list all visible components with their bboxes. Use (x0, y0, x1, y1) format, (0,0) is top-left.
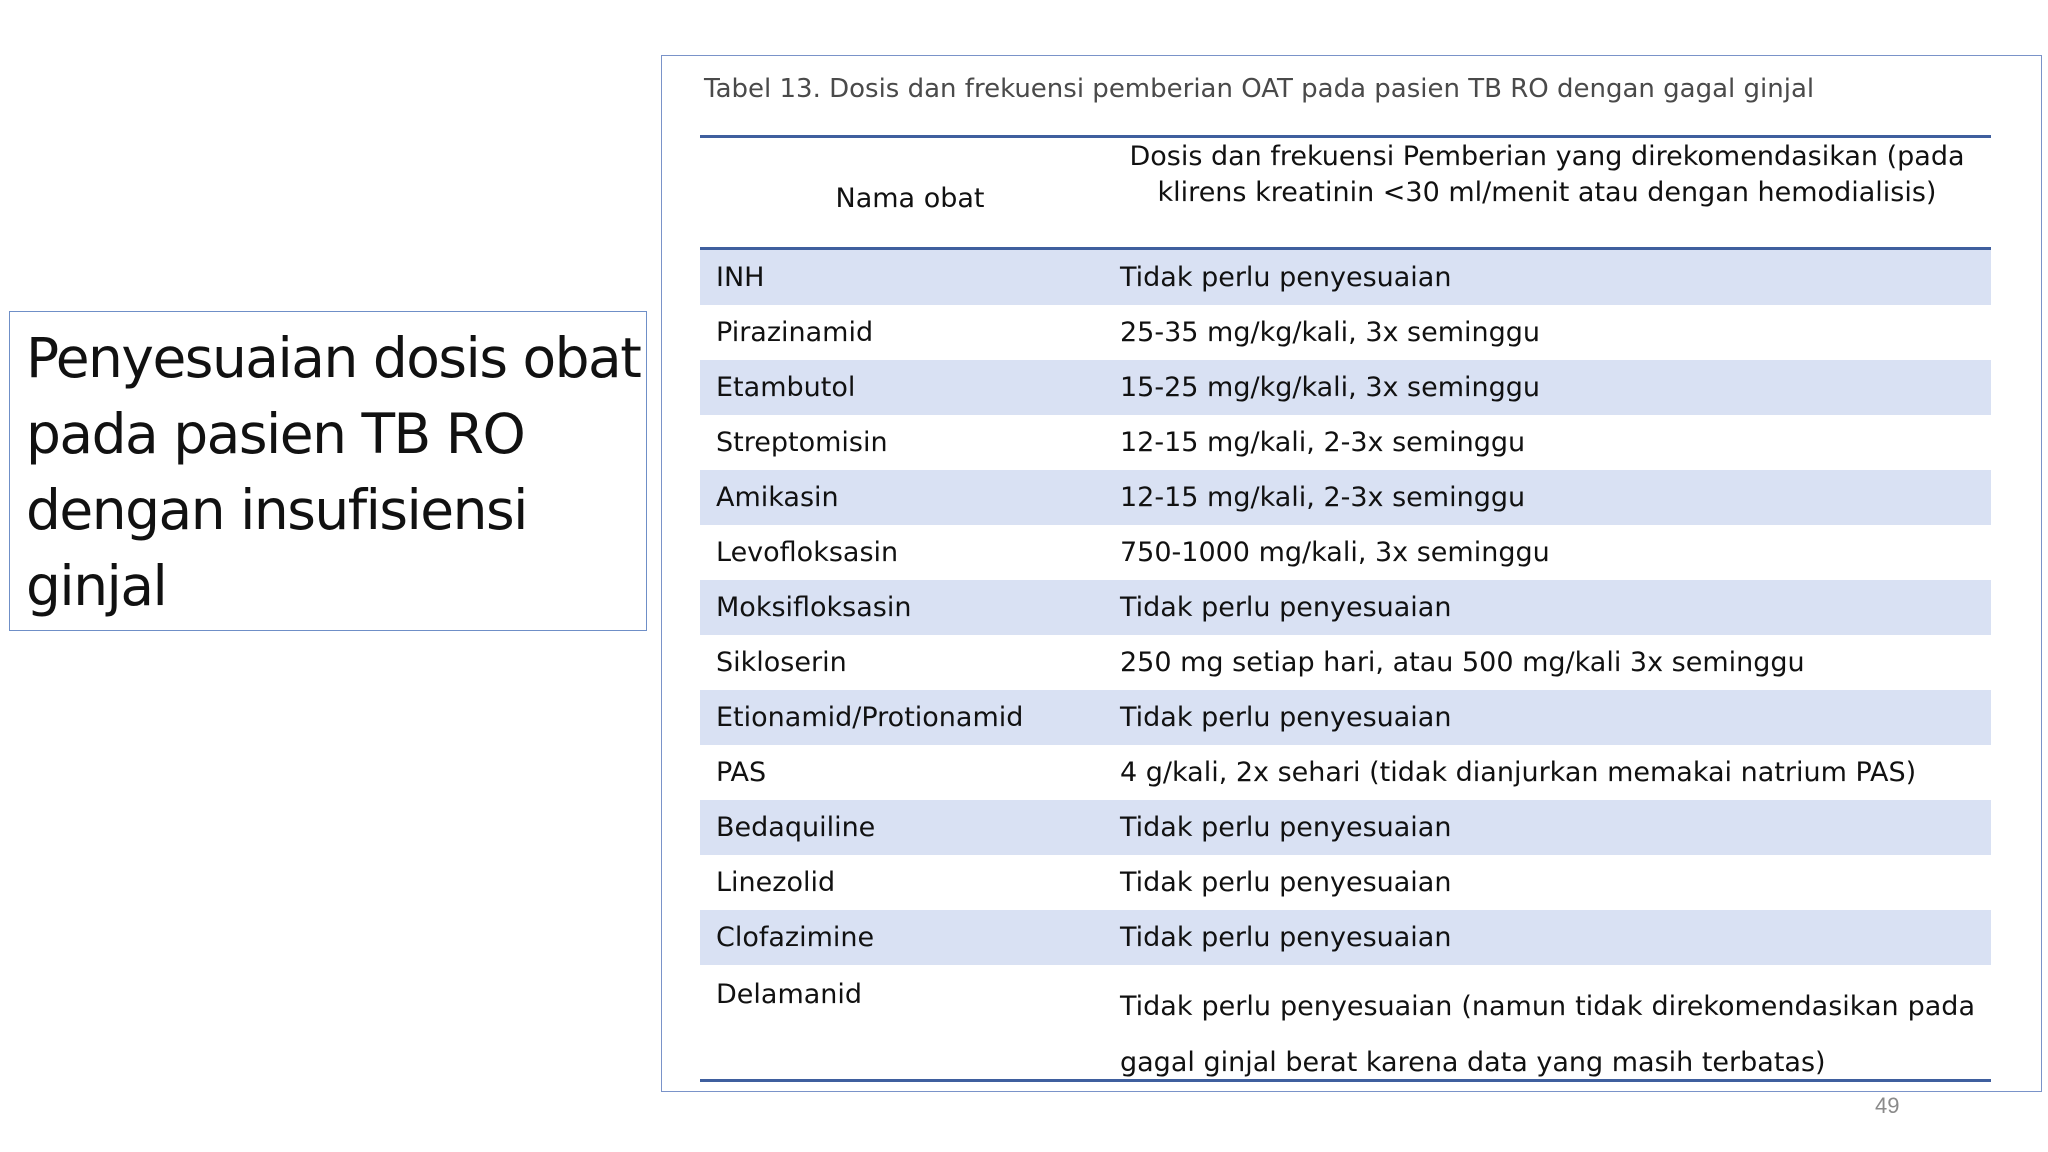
dose-cell: Tidak perlu penyesuaian (1120, 812, 1452, 843)
table-body (700, 250, 1991, 1078)
drug-name-cell: Etambutol (716, 372, 856, 403)
header-dose-frequency: Dosis dan frekuensi Pemberian yang direkomendasikan (pada klirens kreatinin <30 ml/menit atau dengan hemodialisis) (1129, 141, 1965, 208)
dose-cell: Tidak perlu penyesuaian (1120, 262, 1452, 293)
table-row (700, 470, 1991, 525)
table-row (700, 525, 1991, 580)
dose-cell: 250 mg setiap hari, atau 500 mg/kali 3x seminggu (1120, 647, 1805, 678)
dose-cell: Tidak perlu penyesuaian (namun tidak direkomendasikan pada gagal ginjal berat karena data yang masih terbatas) (1120, 991, 1975, 1078)
slide-title: Penyesuaian dosis obat pada pasien TB RO dengan insufisiensi ginjal (26, 326, 641, 618)
slide-title-box (9, 311, 647, 631)
table-row (700, 360, 1991, 415)
drug-name-cell: INH (716, 262, 765, 293)
drug-name-cell: Linezolid (716, 867, 836, 898)
table-row (700, 580, 1991, 635)
drug-name-cell: PAS (716, 757, 767, 788)
table-row (700, 690, 1991, 745)
drug-name-cell: Streptomisin (716, 427, 888, 458)
header-drug-name: Nama obat (835, 183, 985, 214)
table-bottom-rule (700, 1079, 1991, 1082)
dose-cell: Tidak perlu penyesuaian (1120, 922, 1452, 953)
dose-cell: 12-15 mg/kali, 2-3x seminggu (1120, 482, 1526, 513)
dose-cell: 750-1000 mg/kali, 3x seminggu (1120, 537, 1550, 568)
table-row (700, 305, 1991, 360)
table-row (700, 855, 1991, 910)
drug-name-cell: Clofazimine (716, 922, 875, 953)
drug-name-cell: Delamanid (716, 979, 863, 1010)
drug-name-cell: Sikloserin (716, 647, 847, 678)
drug-name-cell: Moksifloksasin (716, 592, 912, 623)
dose-cell: 12-15 mg/kali, 2-3x seminggu (1120, 427, 1526, 458)
table-row (700, 415, 1991, 470)
table-row (700, 800, 1991, 855)
dose-cell: Tidak perlu penyesuaian (1120, 592, 1452, 623)
table-top-rule (700, 135, 1991, 138)
table-row (700, 635, 1991, 690)
drug-name-cell: Levofloksasin (716, 537, 899, 568)
dose-cell: Tidak perlu penyesuaian (1120, 702, 1452, 733)
drug-name-cell: Etionamid/Protionamid (716, 702, 1024, 733)
dose-cell: Tidak perlu penyesuaian (1120, 867, 1452, 898)
dose-cell: 15-25 mg/kg/kali, 3x seminggu (1120, 372, 1541, 403)
table-caption: Tabel 13. Dosis dan frekuensi pemberian OAT pada pasien TB RO dengan gagal ginjal (704, 74, 1815, 104)
table-row (700, 910, 1991, 965)
table-image-frame (661, 55, 2042, 1092)
table-row (700, 965, 1991, 1078)
drug-name-cell: Bedaquiline (716, 812, 876, 843)
dose-cell: 25-35 mg/kg/kali, 3x seminggu (1120, 317, 1541, 348)
page-number: 49 (1875, 1093, 1900, 1118)
table-row (700, 250, 1991, 305)
drug-name-cell: Amikasin (716, 482, 839, 513)
table-row (700, 745, 1991, 800)
drug-name-cell: Pirazinamid (716, 317, 874, 348)
dose-cell: 4 g/kali, 2x sehari (tidak dianjurkan memakai natrium PAS) (1120, 757, 1917, 788)
